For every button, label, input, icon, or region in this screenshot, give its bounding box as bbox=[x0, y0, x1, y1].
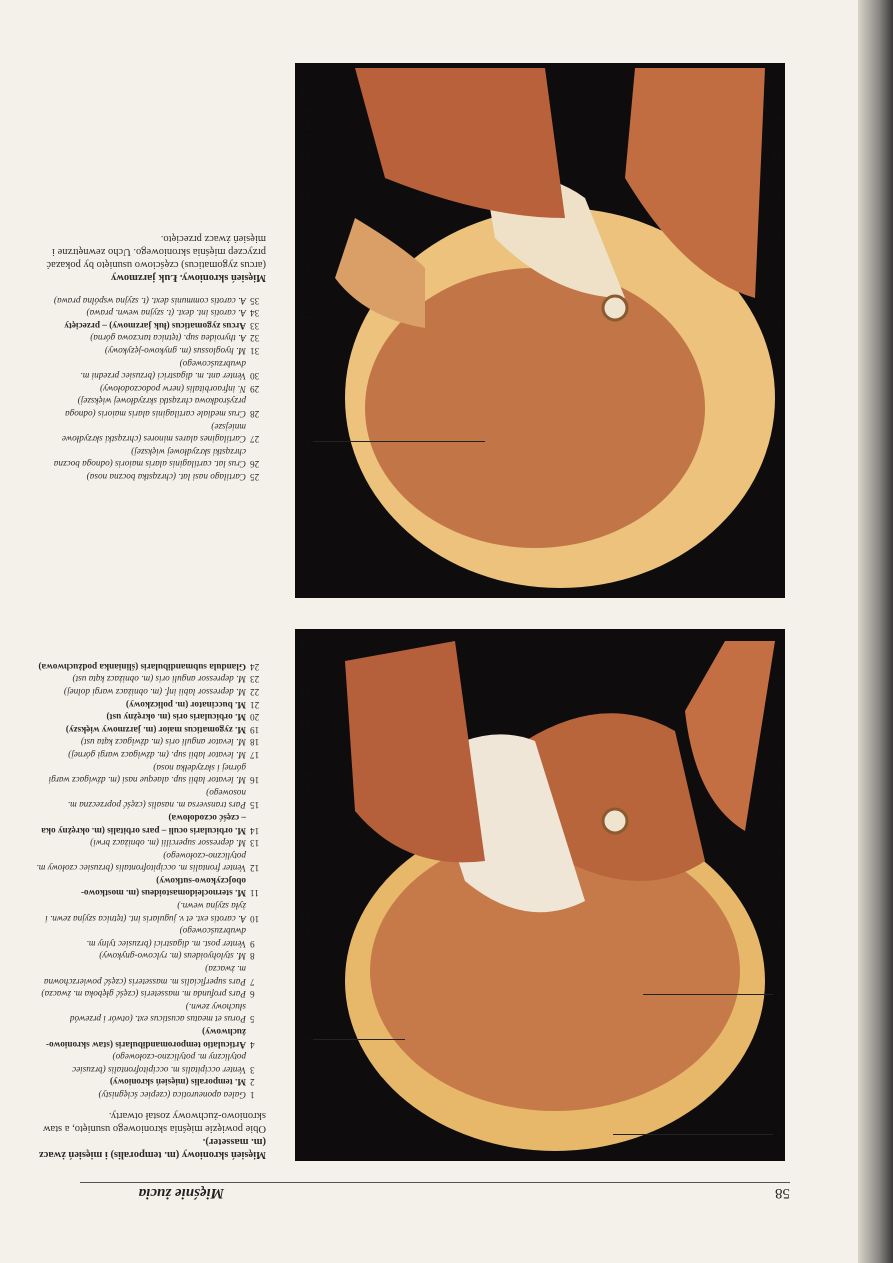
label-number: 21 bbox=[299, 189, 311, 200]
label-number: 22 bbox=[299, 685, 311, 696]
legend-item-number: 7 bbox=[250, 976, 255, 987]
legend-item-text: M. zygomaticus maior (m. jarzmowy większy) bbox=[65, 724, 246, 735]
leader-line bbox=[643, 994, 773, 995]
legend-item-number: 33 bbox=[250, 320, 260, 331]
label-number: 8 bbox=[305, 119, 311, 130]
label-number: 34 bbox=[771, 150, 783, 161]
head-dissection-illustration bbox=[295, 629, 785, 1161]
legend-item-text: Venter ant. m. digastrici (brzusiec przedni m. dwubrzuścowego) bbox=[80, 358, 246, 382]
label-number: 26 bbox=[299, 280, 311, 291]
legend-item bbox=[36, 950, 266, 963]
figure1-caption-body: Obie powięzie mięśnia skroniowego usunięto, a staw skroniowo-żuchwowy został otwarty. bbox=[42, 1110, 266, 1134]
legend-item-number: 20 bbox=[250, 712, 260, 723]
book-binding-edge bbox=[858, 0, 893, 1263]
legend-item-number: 22 bbox=[250, 687, 260, 697]
legend-item-text: A. carotis int. dext. (t. szyjna wewn. prawa) bbox=[86, 308, 246, 319]
legend-item-text: M. levator labii sup. alaeque nasi (m. dźwigacz wargi górnej i skrzydełka nosa) bbox=[48, 762, 246, 786]
legend-item-text: M. orbicularis oris (m. okrężny ust) bbox=[106, 712, 246, 723]
legend-item bbox=[36, 673, 266, 686]
leader-line bbox=[313, 1039, 405, 1040]
label-number: 28 bbox=[299, 249, 311, 260]
legend-item-number: 11 bbox=[250, 888, 259, 899]
label-number: 4 bbox=[777, 317, 783, 328]
label-number: 16 bbox=[299, 820, 311, 831]
legend-item-text: M. depressor labii inf. (m. obniżacz wargi dolnej) bbox=[63, 687, 246, 697]
label-number: 4 bbox=[777, 872, 783, 883]
label-number: 8 bbox=[777, 780, 783, 791]
legend-item bbox=[36, 319, 266, 332]
legend-item-number: 30 bbox=[250, 371, 260, 382]
legend-item-text: Arcus zygomaticus (łuk jarzmowy) – przecięty bbox=[64, 320, 246, 331]
figure2-legend-list bbox=[36, 294, 266, 483]
header-rule bbox=[80, 1182, 790, 1183]
legend-item bbox=[36, 748, 266, 761]
label-number: 19 bbox=[299, 755, 311, 766]
label-number: 29 bbox=[299, 235, 311, 246]
legend-item-number: 12 bbox=[250, 863, 260, 874]
legend-item-text: M. orbicularis oculi – pars orbitalis (m. okrężny oka – część oczodołowa) bbox=[41, 812, 246, 836]
legend-item-text: M. stylohyoideus (m. rylcowo-gnykowy) bbox=[99, 951, 246, 962]
legend-item-text: M. sternocleidomastoideus (m. mostkowo-obojczykowo-sutkowy) bbox=[80, 875, 246, 899]
label-number: 30 bbox=[299, 105, 311, 116]
legend-item-text: Crus mediale cartilaginis alaris maioris (odnoga przyśrodkowa chrząstki skrzydłowej większej) bbox=[65, 396, 246, 420]
legend-item-text: Pars superficialis m. masseteris (część powierzchowna m. żwacza) bbox=[43, 964, 246, 987]
legend-item bbox=[36, 344, 266, 357]
legend-item bbox=[36, 698, 266, 711]
dissection-photo-zygomatic-arch bbox=[295, 63, 785, 598]
legend-item-number: 31 bbox=[250, 346, 260, 357]
legend-item-text: M. depressor supercilii (m. obniżacz brwi) bbox=[90, 838, 246, 849]
label-number: 10 bbox=[771, 164, 783, 175]
legend-item-text: A. thyroidea sup. (tętnica tarczowa górna) bbox=[90, 333, 246, 344]
label-number: 11 bbox=[772, 650, 783, 661]
legend-item-text: M. buccinator (m. policzkowy) bbox=[125, 699, 246, 710]
head-dissection-illustration bbox=[295, 63, 785, 598]
legend-item-text: M. levator labii sup. (m. dźwigacz wargi górnej) bbox=[68, 749, 246, 760]
label-number: 2 bbox=[305, 437, 311, 448]
legend-item bbox=[36, 874, 266, 899]
label-number: 5 bbox=[777, 297, 783, 308]
legend-item-number: 23 bbox=[250, 674, 260, 685]
legend-item-number: 16 bbox=[250, 775, 260, 786]
label-number: 21 bbox=[299, 720, 311, 731]
legend-item-number: 29 bbox=[250, 383, 260, 394]
legend-item-number: 9 bbox=[250, 938, 255, 949]
legend-item-text: A. carotis ext. et v. jugularis int. (tętnica szyjna zewn. i żyła szyjna wewn.) bbox=[45, 901, 246, 924]
legend-item-text: Pars profunda m. masseteris (część głęboka m. żwacza) bbox=[41, 989, 246, 1000]
label-number: 9 bbox=[777, 758, 783, 769]
legend-item bbox=[36, 811, 266, 836]
page-number: 58 bbox=[775, 1185, 790, 1201]
figure2-legend bbox=[36, 224, 266, 483]
legend-item bbox=[36, 736, 266, 749]
legend-item-number: 13 bbox=[250, 838, 260, 849]
legend-item-number: 1 bbox=[250, 1090, 255, 1100]
label-number: 10 bbox=[771, 675, 783, 686]
legend-item bbox=[36, 723, 266, 736]
figure2-caption-body: (arcus zygomaticus) częściowo usunięto by pokazać przyczep mięśnia skroniowego. Ucho zewnętrzne i mięsień żwacz przecięto. bbox=[46, 233, 266, 271]
label-number: 13 bbox=[299, 928, 311, 939]
label-number: 9 bbox=[777, 229, 783, 240]
label-number: 2 bbox=[777, 990, 783, 1001]
legend-item bbox=[36, 357, 266, 382]
chapter-title: Mięśnie żucia bbox=[138, 1185, 224, 1201]
legend-item-number: 6 bbox=[250, 989, 255, 1000]
label-number: 20 bbox=[299, 740, 311, 751]
leader-line bbox=[313, 441, 485, 442]
legend-item-number: 4 bbox=[250, 1039, 255, 1050]
legend-item-text: A. carotis communis dext. (t. szyjna wspólna prawa) bbox=[53, 295, 246, 306]
legend-item-text: Glandula submandibularis (ślinianka podżuchwowa) bbox=[38, 661, 246, 672]
legend-item-number: 32 bbox=[250, 333, 260, 344]
label-number: 18 bbox=[299, 770, 311, 781]
label-number: 27 bbox=[299, 265, 311, 276]
legend-item bbox=[36, 1051, 266, 1076]
legend-item bbox=[36, 1000, 266, 1025]
legend-item-text: Venter frontalis m. occipitofrontalis (brzusiec czołowy m. potyliczno-czołowego) bbox=[36, 850, 246, 874]
legend-item bbox=[36, 1025, 266, 1050]
label-number: 3 bbox=[777, 915, 783, 926]
label-number: 23 bbox=[299, 149, 311, 160]
legend-item bbox=[36, 294, 266, 307]
legend-item bbox=[36, 925, 266, 950]
label-number: 10 bbox=[771, 135, 783, 146]
label-number: 17 bbox=[299, 785, 311, 796]
legend-item bbox=[36, 1088, 266, 1101]
label-number: 7 bbox=[777, 795, 783, 806]
legend-item-number: 17 bbox=[250, 749, 260, 760]
label-number: 7 bbox=[777, 187, 783, 198]
label-number: 15 bbox=[299, 847, 311, 858]
legend-item-number: 18 bbox=[250, 737, 260, 748]
legend-item bbox=[36, 849, 266, 874]
legend-item-number: 24 bbox=[250, 661, 260, 672]
legend-item bbox=[36, 470, 266, 483]
label-number: 31 bbox=[299, 89, 311, 100]
legend-item-number: 8 bbox=[250, 951, 255, 962]
legend-item-number: 27 bbox=[250, 434, 260, 445]
label-number: 25 bbox=[299, 309, 311, 320]
legend-item bbox=[36, 420, 266, 445]
legend-item-text: Venter post. m. digastrici (brzusiec tylny m. dwubrzuścowego) bbox=[86, 926, 246, 949]
legend-item-text: Cartilago nasi lat. (chrząstka boczna nosa) bbox=[86, 472, 246, 482]
label-number: 22 bbox=[299, 132, 311, 143]
legend-item-number: 34 bbox=[250, 308, 260, 319]
label-number: 11 bbox=[772, 115, 783, 126]
legend-item bbox=[36, 988, 266, 1001]
legend-item-text: M. depressor anguli oris (m. obniżacz kąta ust) bbox=[72, 674, 246, 685]
legend-item bbox=[36, 307, 266, 320]
legend-item bbox=[36, 761, 266, 786]
legend-item-number: 26 bbox=[250, 459, 260, 470]
legend-item bbox=[36, 445, 266, 470]
label-number: 35 bbox=[771, 99, 783, 110]
label-number: 14 bbox=[299, 910, 311, 921]
label-number: 33 bbox=[771, 357, 783, 368]
legend-item-text: Pars transversa m. nasalis (część poprzeczna m. nosowego) bbox=[67, 787, 246, 811]
legend-item-number: 3 bbox=[250, 1064, 255, 1075]
figure1-legend bbox=[36, 660, 266, 1161]
legend-item-text: N. infraorbitalis (nerw podoczodołowy) bbox=[100, 383, 246, 394]
legend-item bbox=[36, 900, 266, 925]
label-number: 5 bbox=[777, 848, 783, 859]
legend-item bbox=[36, 382, 266, 395]
legend-item-number: 25 bbox=[250, 472, 260, 482]
legend-item-text: M. hyoglossus (m. gnykowo-językowy) bbox=[104, 346, 246, 357]
label-number: 23 bbox=[299, 665, 311, 676]
legend-item-number: 35 bbox=[250, 295, 260, 306]
figure1-caption-title: Mięsień skroniowy (m. temporalis) i mięsień żwacz (m. masseter). bbox=[39, 1136, 266, 1160]
legend-item-text: Porus et meatus acusticus ext. (otwór i przewód słuchowy zewn.) bbox=[69, 1001, 246, 1025]
legend-item-text: Galea aponeurotica (czepiec ścięgnisty) bbox=[98, 1090, 246, 1100]
legend-item-text: Crus lat. cartilaginis alaris maioris (odnoga boczna chrząstki skrzydłowej większej) bbox=[53, 446, 246, 470]
leader-line bbox=[613, 1134, 773, 1135]
legend-item-text: M. levator anguli oris (m. dźwigacz kąta ust) bbox=[80, 737, 246, 748]
legend-item-number: 15 bbox=[250, 800, 260, 811]
figure2-caption-title: Mięsień skroniowy. Łuk jarzmowy bbox=[111, 272, 266, 284]
legend-item bbox=[36, 786, 266, 811]
label-number: 12 bbox=[299, 1035, 311, 1046]
legend-item-text: M. temporalis (mięsień skroniowy) bbox=[109, 1077, 246, 1088]
legend-item bbox=[36, 1076, 266, 1089]
label-number: 1 bbox=[777, 1130, 783, 1141]
legend-item-number: 28 bbox=[250, 409, 260, 420]
label-number: 24 bbox=[299, 640, 311, 651]
legend-item-number: 5 bbox=[250, 1014, 255, 1025]
dissection-photo-temporalis-masseter bbox=[295, 629, 785, 1161]
legend-item-number: 19 bbox=[250, 724, 260, 735]
label-number: 6 bbox=[777, 810, 783, 821]
legend-item bbox=[36, 962, 266, 987]
legend-item-text: Venter occipitalis m. occipitofrontalis (brzusiec potyliczny m. potyliczno-czołowego) bbox=[72, 1052, 246, 1075]
legend-item-text: Articulatio temporomandibularis (staw skroniowo-żuchwowy) bbox=[45, 1027, 246, 1050]
legend-item bbox=[36, 837, 266, 850]
legend-item-text: Cartilagines alares minores (chrząstki skrzydłowe mniejsze) bbox=[61, 421, 246, 445]
legend-item bbox=[36, 395, 266, 420]
figure1-legend-list bbox=[36, 660, 266, 1101]
legend-item bbox=[36, 332, 266, 345]
label-number: 20 bbox=[299, 222, 311, 233]
legend-item-number: 21 bbox=[250, 699, 260, 710]
legend-item-number: 14 bbox=[250, 825, 260, 836]
legend-item bbox=[36, 711, 266, 724]
legend-item bbox=[36, 685, 266, 698]
legend-item bbox=[36, 660, 266, 673]
legend-item-number: 10 bbox=[250, 913, 260, 924]
legend-item-number: 2 bbox=[250, 1077, 255, 1088]
label-number: 32 bbox=[299, 74, 311, 85]
